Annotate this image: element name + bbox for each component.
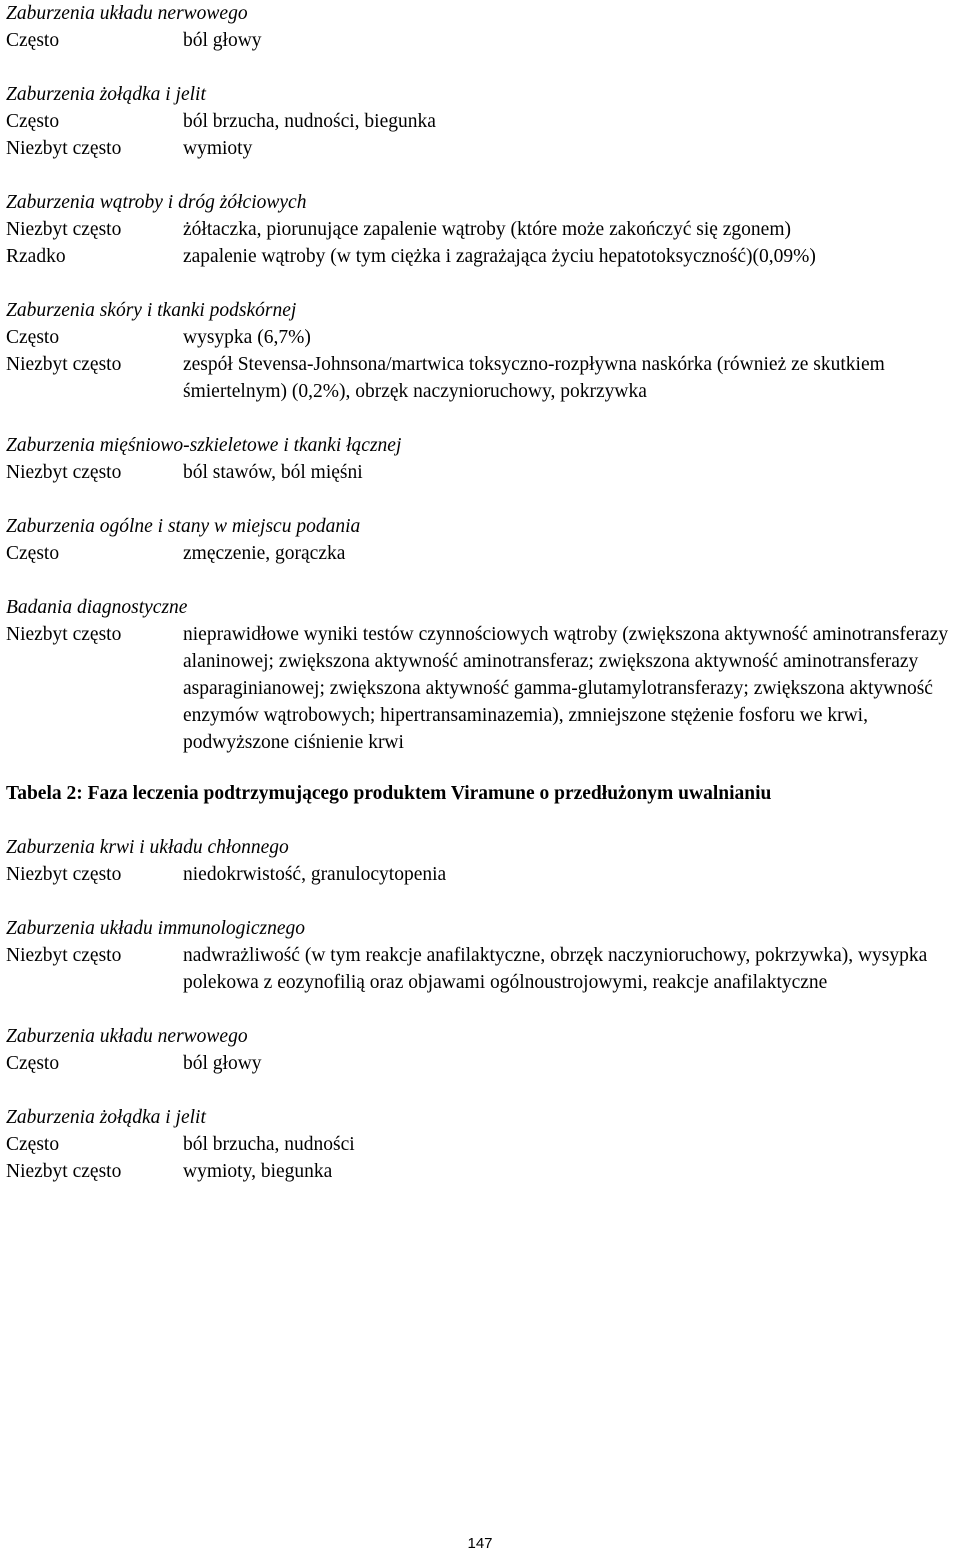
effect-description: wysypka (6,7%) <box>183 327 311 348</box>
effect-description: ból brzucha, nudności <box>183 1134 355 1155</box>
section-heading: Zaburzenia skóry i tkanki podskórnej <box>6 300 297 321</box>
effect-description: ból stawów, ból mięśni <box>183 462 363 483</box>
adverse-effect-row <box>6 540 956 567</box>
effect-description: żółtaczka, piorunujące zapalenie wątroby (które może zakończyć się zgonem) <box>183 219 791 240</box>
section-heading: Badania diagnostyczne <box>6 597 188 618</box>
effect-description: zapalenie wątroby (w tym ciężka i zagrażająca życiu hepatotoksyczność)(0,09%) <box>183 246 816 267</box>
section-heading: Zaburzenia mięśniowo-szkieletowe i tkanki łącznej <box>6 435 402 456</box>
section-investigations <box>6 594 956 756</box>
frequency-label: Niezbyt często <box>6 462 122 483</box>
section-nervous-system-2 <box>6 1023 956 1077</box>
adverse-effect-row <box>6 459 956 486</box>
section-heading: Zaburzenia krwi i układu chłonnego <box>6 837 289 858</box>
section-nervous-system <box>6 0 956 54</box>
section-gastrointestinal <box>6 81 956 162</box>
adverse-effect-row <box>6 216 956 243</box>
adverse-effect-row <box>6 135 956 162</box>
frequency-label: Niezbyt często <box>6 1161 122 1182</box>
effect-description: ból głowy <box>183 1053 262 1074</box>
adverse-effect-row <box>6 621 956 756</box>
frequency-label: Niezbyt często <box>6 219 122 240</box>
section-general <box>6 513 956 567</box>
frequency-label: Często <box>6 1134 60 1155</box>
effect-description: wymioty <box>183 138 253 159</box>
section-heading: Zaburzenia układu nerwowego <box>6 3 248 24</box>
table-title: Tabela 2: Faza leczenia podtrzymującego produktem Viramune o przedłużonym uwalnianiu <box>6 783 772 804</box>
section-musculoskeletal <box>6 432 956 486</box>
frequency-label: Niezbyt często <box>6 945 122 966</box>
effect-description: zespół Stevensa-Johnsona/martwica toksyczno-rozpływna naskórka (również ze skutkiem śmiertelnym) (0,2%), obrzęk naczynioruchowy, pokrzywka <box>183 354 885 402</box>
section-heading: Zaburzenia układu nerwowego <box>6 1026 248 1047</box>
frequency-label: Często <box>6 327 60 348</box>
section-heading: Zaburzenia ogólne i stany w miejscu podania <box>6 516 361 537</box>
section-heading: Zaburzenia układu immunologicznego <box>6 918 305 939</box>
adverse-effect-row <box>6 861 956 888</box>
adverse-effect-row <box>6 1050 956 1077</box>
adverse-effect-row <box>6 1131 956 1158</box>
effect-description: niedokrwistość, granulocytopenia <box>183 864 447 885</box>
adverse-effect-row <box>6 108 956 135</box>
adverse-effect-row <box>6 351 956 405</box>
adverse-effect-row <box>6 27 956 54</box>
document-body <box>6 0 956 1212</box>
frequency-label: Często <box>6 1053 60 1074</box>
frequency-label: Niezbyt często <box>6 624 122 645</box>
section-skin <box>6 297 956 405</box>
section-blood-lymphatic <box>6 834 956 888</box>
frequency-label: Niezbyt często <box>6 354 122 375</box>
frequency-label: Często <box>6 543 60 564</box>
adverse-effect-row <box>6 942 956 996</box>
section-heading: Zaburzenia żołądka i jelit <box>6 1107 206 1128</box>
section-gastrointestinal-2 <box>6 1104 956 1185</box>
effect-description: ból głowy <box>183 30 262 51</box>
section-hepatobiliary <box>6 189 956 270</box>
section-heading: Zaburzenia wątroby i dróg żółciowych <box>6 192 307 213</box>
effect-description: ból brzucha, nudności, biegunka <box>183 111 436 132</box>
adverse-effect-row <box>6 324 956 351</box>
frequency-label: Niezbyt często <box>6 864 122 885</box>
frequency-label: Często <box>6 111 60 132</box>
section-immune-system <box>6 915 956 996</box>
frequency-label: Rzadko <box>6 246 66 267</box>
effect-description: zmęczenie, gorączka <box>183 543 346 564</box>
effect-description: nadwrażliwość (w tym reakcje anafilaktyczne, obrzęk naczynioruchowy, pokrzywka), wysypka polekowa z eozynofilią oraz objawami ogólnoustrojowymi, reakcje anafilaktyczne <box>183 945 928 993</box>
page-number: 147 <box>467 1535 493 1552</box>
section-heading: Zaburzenia żołądka i jelit <box>6 84 206 105</box>
frequency-label: Niezbyt często <box>6 138 122 159</box>
frequency-label: Często <box>6 30 60 51</box>
adverse-effect-row <box>6 243 956 270</box>
adverse-effect-row <box>6 1158 956 1185</box>
effect-description: wymioty, biegunka <box>183 1161 333 1182</box>
effect-description: nieprawidłowe wyniki testów czynnościowych wątroby (zwiększona aktywność aminotransferazy alaninowej; zwiększona aktywność aminotransferaz; zwiększona aktywność aminotransferazy asparaginianowej; zwiększona aktywność gamma-glutamylotransferazy; zwiększona aktywność enzymów wątrobowych; hipertransaminazemia), zmniejszone stężenie fosforu we krwi, podwyższone ciśnienie krwi <box>183 624 949 753</box>
